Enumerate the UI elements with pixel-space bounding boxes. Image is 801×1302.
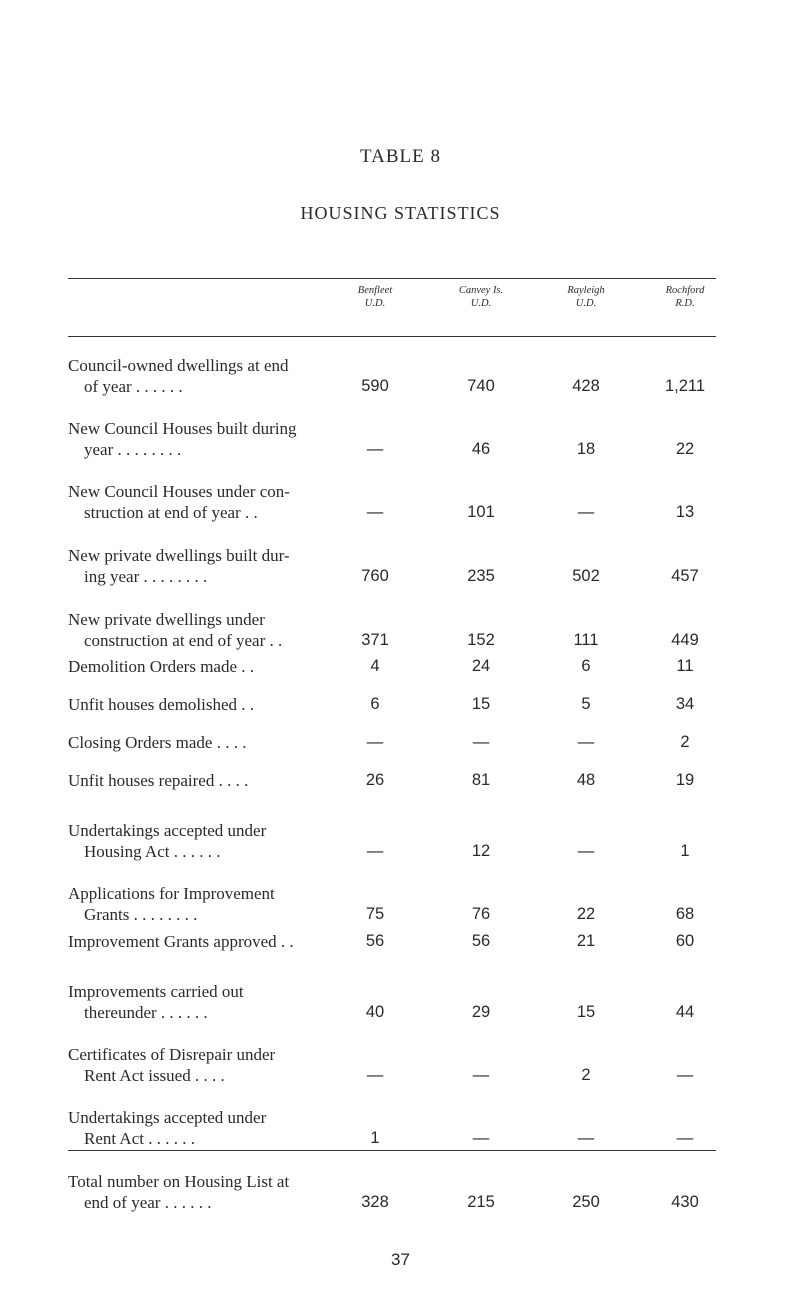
row-label-line1: Unfit houses demolished . . [68, 695, 255, 714]
column-header [320, 284, 430, 310]
table-cell: 29 [471, 1003, 491, 1021]
table-cell: 111 [573, 631, 599, 649]
table-cell: 76 [471, 905, 491, 923]
row-label [68, 1044, 368, 1086]
column-header-line1: Benfleet [357, 285, 393, 296]
row-label [68, 820, 368, 862]
table-cell: — [366, 842, 384, 860]
table-cell: 590 [361, 377, 389, 395]
row-label [68, 1107, 368, 1149]
table-cell: 68 [675, 905, 695, 923]
table-cell: 101 [467, 503, 495, 521]
table-cell: 6 [581, 657, 591, 675]
page-number: 37 [391, 1250, 410, 1269]
row-label-line2: end of year . . . . . . [84, 1193, 212, 1212]
column-header-line2: U.D. [470, 298, 492, 309]
bottom-rule [68, 1150, 716, 1151]
table-cell: 18 [576, 440, 596, 458]
table-cell: 12 [471, 842, 491, 860]
table-cell: — [577, 733, 595, 751]
row-label-line1: Certificates of Disrepair under [68, 1045, 276, 1064]
table-cell: 46 [471, 440, 491, 458]
row-label-line2: of year . . . . . . [84, 377, 183, 396]
row-label [68, 1171, 368, 1213]
row-label-line2: struction at end of year . . [84, 503, 258, 522]
row-label [68, 981, 368, 1023]
row-label [68, 883, 368, 925]
table-cell: — [366, 733, 384, 751]
row-label-line1: New private dwellings built dur- [68, 546, 290, 565]
table-cell: 13 [675, 503, 695, 521]
row-label-line1: New Council Houses under con- [68, 482, 290, 501]
column-header-line2: R.D. [675, 298, 695, 309]
row-label-line2: construction at end of year . . [84, 631, 283, 650]
row-label [68, 481, 368, 523]
row-label-line2: Housing Act . . . . . . [84, 842, 221, 861]
table-cell: 760 [361, 567, 389, 585]
table-cell: 4 [370, 657, 380, 675]
table-cell: 44 [675, 1003, 695, 1021]
table-title: HOUSING STATISTICS [300, 203, 501, 223]
table-cell: 60 [675, 932, 695, 950]
table-cell: 22 [675, 440, 695, 458]
table-cell: 215 [467, 1193, 495, 1211]
row-label-line1: Demolition Orders made . . [68, 657, 255, 676]
row-label-line1: Closing Orders made . . . . [68, 733, 247, 752]
row-label [68, 770, 368, 791]
table-cell: 250 [572, 1193, 600, 1211]
row-label-line1: Unfit houses repaired . . . . [68, 771, 249, 790]
row-label-line2: Rent Act issued . . . . [84, 1066, 225, 1085]
table-cell: 449 [671, 631, 699, 649]
table-cell: 81 [471, 771, 491, 789]
table-cell: 328 [361, 1193, 389, 1211]
row-label [68, 656, 368, 677]
column-header [426, 284, 536, 310]
table-cell: 21 [576, 932, 596, 950]
table-cell: 2 [581, 1066, 591, 1084]
row-label-line1: Undertakings accepted under [68, 821, 267, 840]
row-label [68, 545, 368, 587]
table-cell: 26 [365, 771, 385, 789]
table-cell: 56 [365, 932, 385, 950]
table-cell: — [366, 440, 384, 458]
row-label-line1: Undertakings accepted under [68, 1108, 267, 1127]
table-cell: — [472, 1129, 490, 1147]
table-cell: 428 [572, 377, 600, 395]
table-cell: 40 [365, 1003, 385, 1021]
row-label-line2: year . . . . . . . . [84, 440, 182, 459]
table-cell: 1,211 [664, 377, 706, 395]
header-rule [68, 336, 716, 337]
column-header-line2: U.D. [364, 298, 386, 309]
table-cell: — [577, 842, 595, 860]
table-cell: 740 [467, 377, 495, 395]
column-header [630, 284, 740, 310]
table-cell: 24 [471, 657, 491, 675]
table-cell: 152 [467, 631, 495, 649]
table-cell: — [676, 1066, 694, 1084]
table-cell: 11 [676, 657, 694, 675]
table-cell: 15 [576, 1003, 596, 1021]
row-label-line1: New private dwellings under [68, 610, 265, 629]
table-cell: 34 [675, 695, 695, 713]
top-rule [68, 278, 716, 279]
table-cell: 15 [471, 695, 491, 713]
row-label-line1: New Council Houses built during [68, 419, 297, 438]
column-header-line1: Canvey Is. [458, 285, 504, 296]
row-label-line2: ing year . . . . . . . . [84, 567, 208, 586]
column-header-line2: U.D. [575, 298, 597, 309]
table-cell: 1 [370, 1129, 380, 1147]
table-cell: 371 [361, 631, 389, 649]
table-cell: 22 [576, 905, 596, 923]
table-cell: — [676, 1129, 694, 1147]
row-label [68, 694, 368, 715]
table-cell: 1 [680, 842, 690, 860]
table-cell: — [472, 733, 490, 751]
row-label-line2: thereunder . . . . . . [84, 1003, 208, 1022]
row-label [68, 418, 368, 460]
table-cell: — [472, 1066, 490, 1084]
row-label-line1: Improvements carried out [68, 982, 244, 1001]
row-label [68, 609, 368, 651]
table-cell: 56 [471, 932, 491, 950]
table-cell: — [366, 1066, 384, 1084]
row-label [68, 931, 368, 952]
table-cell: — [366, 503, 384, 521]
row-label-line1: Applications for Improvement [68, 884, 275, 903]
table-cell: 75 [365, 905, 385, 923]
column-header [531, 284, 641, 310]
table-cell: — [577, 1129, 595, 1147]
table-cell: 48 [576, 771, 596, 789]
row-label [68, 355, 368, 397]
table-cell: 5 [581, 695, 591, 713]
table-cell: 19 [675, 771, 695, 789]
column-header-line1: Rayleigh [567, 285, 605, 296]
table-cell: 430 [671, 1193, 699, 1211]
table-cell: 2 [680, 733, 690, 751]
row-label-line1: Council-owned dwellings at end [68, 356, 289, 375]
row-label-line2: Grants . . . . . . . . [84, 905, 198, 924]
row-label [68, 732, 368, 753]
table-cell: — [577, 503, 595, 521]
row-label-line2: Rent Act . . . . . . [84, 1129, 195, 1148]
table-cell: 6 [370, 695, 380, 713]
table-cell: 457 [671, 567, 699, 585]
column-header-line1: Rochford [665, 285, 705, 296]
table-cell: 235 [467, 567, 495, 585]
table-number: TABLE 8 [360, 146, 441, 167]
table-cell: 502 [572, 567, 600, 585]
row-label-line1: Improvement Grants approved . . [68, 932, 294, 951]
row-label-line1: Total number on Housing List at [68, 1172, 290, 1191]
